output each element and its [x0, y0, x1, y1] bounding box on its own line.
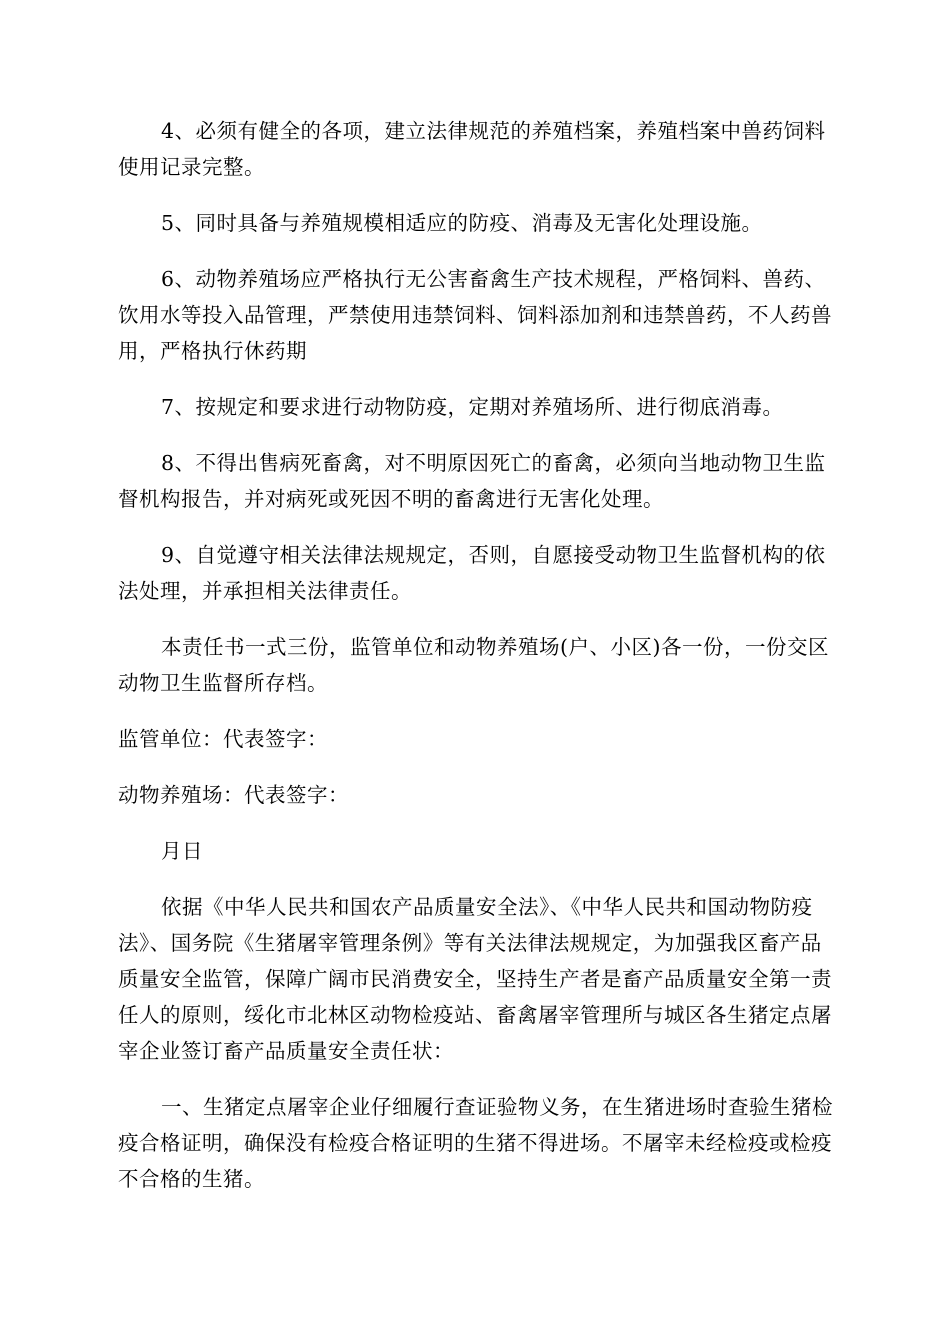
farm-signature-line: 动物养殖场：代表签字：: [118, 783, 349, 807]
responsibility-preamble: 依据《中华人民共和国农产品质量安全法》、《中华人民共和国动物防疫法》、国务院《生猪屠宰管理条例》等有关法律法规规定，为加强我区畜产品质量安全监管，保障广阔市民消费安全，坚持生产者是畜产品质量安全第一责任人的原则，绥化市北林区动物检疫站、畜禽屠宰管理所与城区各生猪定点屠宰企业签订畜产品质量安全责任状：: [118, 895, 832, 1063]
paragraph-item-9: 9、自觉遵守相关法律法规规定，否则，自愿接受动物卫生监督机构的依法处理，并承担相关法律责任。: [118, 543, 826, 603]
paragraph-item-8: 8、不得出售病死畜禽，对不明原因死亡的畜禽，必须向当地动物卫生监督机构报告，并对病死或死因不明的畜禽进行无害化处理。: [118, 451, 826, 511]
clause-one: 一、生猪定点屠宰企业仔细履行查证验物义务，在生猪进场时查验生猪检疫合格证明，确保没有检疫合格证明的生猪不得进场。不屠宰未经检疫或检疫不合格的生猪。: [118, 1095, 833, 1191]
paragraph-item-6: 6、动物养殖场应严格执行无公害畜禽生产技术规程，严格饲料、兽药、饮用水等投入品管理，严禁使用违禁饲料、饲料添加剂和违禁兽药，不人药兽用，严格执行休药期: [118, 267, 832, 363]
paragraph-item-7: 7、按规定和要求进行动物防疫，定期对养殖场所、进行彻底消毒。: [161, 395, 784, 419]
document-body: [118, 113, 834, 1217]
supervisor-signature-line: 监管单位：代表签字：: [118, 727, 328, 751]
date-line: 月日: [161, 839, 203, 863]
paragraph-item-4: 4、必须有健全的各项，建立法律规范的养殖档案，养殖档案中兽药饲料使用记录完整。: [118, 119, 826, 179]
paragraph-item-5: 5、同时具备与养殖规模相适应的防疫、消毒及无害化处理设施。: [161, 211, 763, 235]
copies-note: 本责任书一式三份，监管单位和动物养殖场(户、小区)各一份，一份交区动物卫生监督所存档。: [118, 635, 829, 695]
